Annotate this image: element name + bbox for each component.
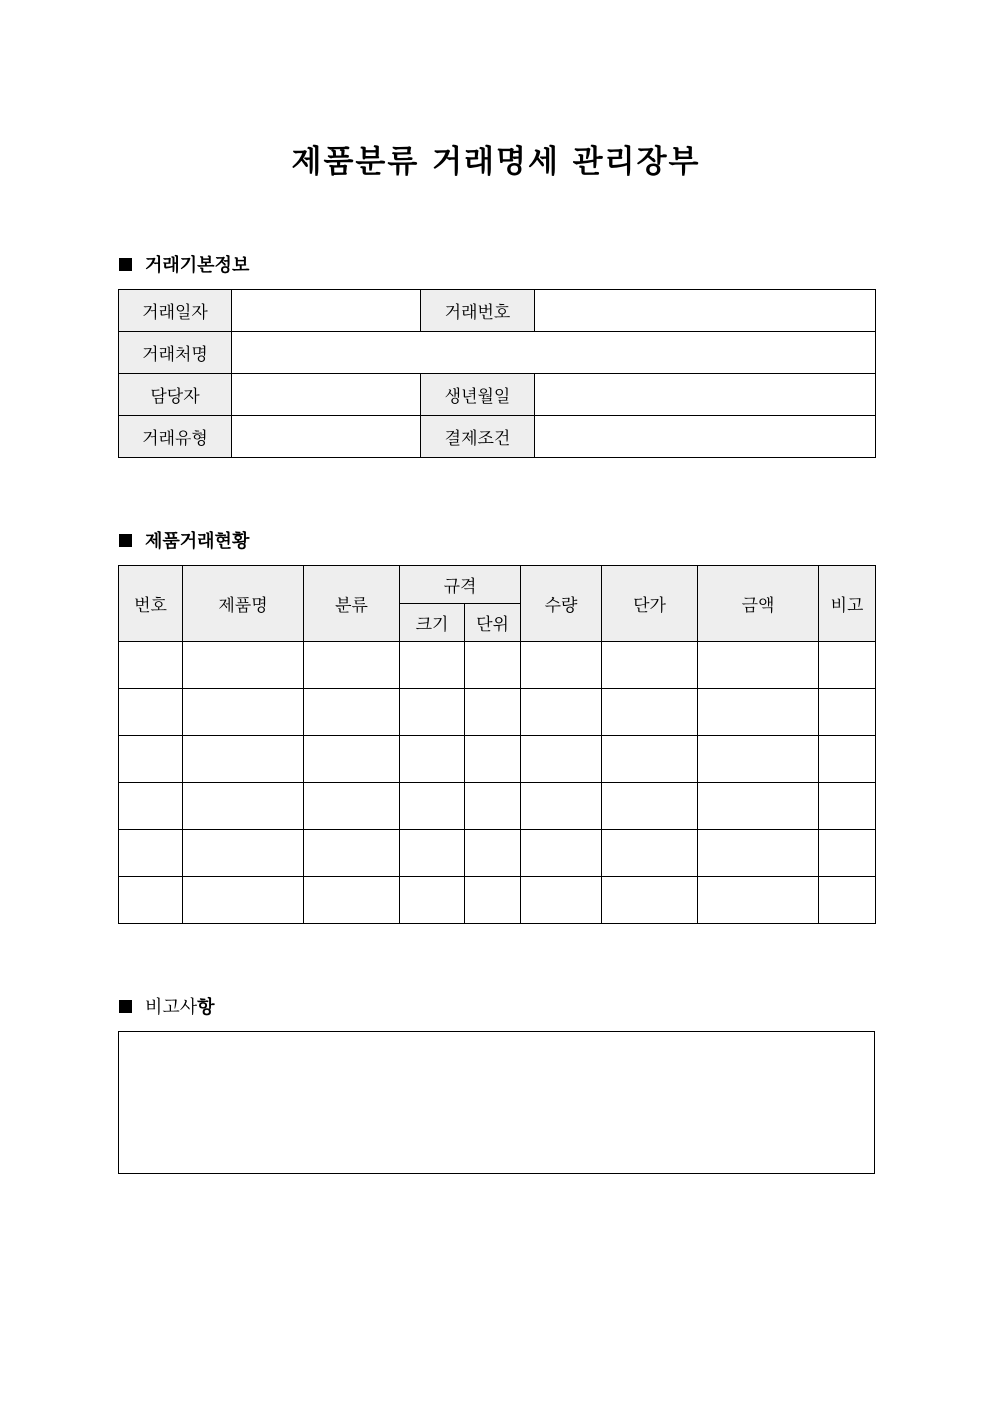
col-price: 단가 — [602, 566, 698, 642]
table-row — [119, 642, 876, 689]
items-heading — [119, 528, 249, 552]
table-cell[interactable] — [183, 877, 304, 924]
table-cell[interactable] — [400, 736, 465, 783]
square-bullet-icon — [119, 258, 132, 271]
table-cell[interactable] — [819, 783, 876, 830]
col-size: 크기 — [400, 604, 465, 642]
client-label: 거래처명 — [119, 332, 232, 374]
table-cell[interactable] — [119, 830, 183, 877]
payment-field[interactable] — [535, 416, 876, 458]
table-cell[interactable] — [119, 877, 183, 924]
table-cell[interactable] — [183, 783, 304, 830]
remarks-heading-text: 비고사 — [145, 997, 198, 1018]
table-cell[interactable] — [698, 783, 819, 830]
table-cell[interactable] — [304, 830, 400, 877]
client-field[interactable] — [232, 332, 876, 374]
table-cell[interactable] — [183, 642, 304, 689]
table-row — [119, 783, 876, 830]
table-cell[interactable] — [304, 783, 400, 830]
table-cell[interactable] — [521, 689, 602, 736]
col-category: 분류 — [304, 566, 400, 642]
table-cell[interactable] — [698, 830, 819, 877]
col-amount: 금액 — [698, 566, 819, 642]
birth-field[interactable] — [535, 374, 876, 416]
table-cell[interactable] — [602, 877, 698, 924]
table-cell[interactable] — [521, 642, 602, 689]
table-cell[interactable] — [521, 783, 602, 830]
remarks-heading-bold: 항 — [197, 997, 215, 1018]
square-bullet-icon — [119, 534, 132, 547]
table-row — [119, 830, 876, 877]
table-cell[interactable] — [400, 830, 465, 877]
table-cell[interactable] — [304, 689, 400, 736]
table-cell[interactable] — [698, 736, 819, 783]
table-cell[interactable] — [819, 642, 876, 689]
table-row — [119, 736, 876, 783]
manager-label: 담당자 — [119, 374, 232, 416]
number-field[interactable] — [535, 290, 876, 332]
table-cell[interactable] — [183, 736, 304, 783]
col-name: 제품명 — [183, 566, 304, 642]
table-cell[interactable] — [400, 783, 465, 830]
table-cell[interactable] — [465, 689, 521, 736]
table-cell[interactable] — [521, 877, 602, 924]
items-table — [118, 565, 876, 924]
birth-label: 생년월일 — [421, 374, 535, 416]
table-cell[interactable] — [698, 642, 819, 689]
table-cell[interactable] — [400, 689, 465, 736]
table-cell[interactable] — [465, 736, 521, 783]
table-row — [119, 689, 876, 736]
type-field[interactable] — [232, 416, 421, 458]
page-title: 제품분류 거래명세 관리장부 — [291, 144, 701, 180]
table-cell[interactable] — [465, 830, 521, 877]
table-cell[interactable] — [304, 877, 400, 924]
table-cell[interactable] — [819, 830, 876, 877]
date-field[interactable] — [232, 290, 421, 332]
basic-info-heading — [119, 252, 249, 276]
table-cell[interactable] — [819, 736, 876, 783]
table-cell[interactable] — [602, 736, 698, 783]
table-cell[interactable] — [304, 736, 400, 783]
table-cell[interactable] — [465, 783, 521, 830]
table-cell[interactable] — [698, 689, 819, 736]
table-cell[interactable] — [400, 877, 465, 924]
table-row — [119, 877, 876, 924]
table-cell[interactable] — [819, 877, 876, 924]
table-cell[interactable] — [602, 830, 698, 877]
col-spec: 규격 — [400, 566, 521, 604]
table-cell[interactable] — [119, 689, 183, 736]
col-unit: 단위 — [465, 604, 521, 642]
table-cell[interactable] — [183, 689, 304, 736]
basic-info-table — [118, 289, 876, 458]
table-cell[interactable] — [602, 689, 698, 736]
table-cell[interactable] — [819, 689, 876, 736]
number-label: 거래번호 — [421, 290, 535, 332]
table-cell[interactable] — [698, 877, 819, 924]
table-cell[interactable] — [521, 736, 602, 783]
table-cell[interactable] — [119, 783, 183, 830]
table-cell[interactable] — [602, 642, 698, 689]
table-cell[interactable] — [465, 877, 521, 924]
date-label: 거래일자 — [119, 290, 232, 332]
manager-field[interactable] — [232, 374, 421, 416]
table-cell[interactable] — [119, 642, 183, 689]
remarks-box[interactable] — [118, 1031, 875, 1174]
col-qty: 수량 — [521, 566, 602, 642]
table-cell[interactable] — [183, 830, 304, 877]
table-cell[interactable] — [465, 642, 521, 689]
type-label: 거래유형 — [119, 416, 232, 458]
table-cell[interactable] — [119, 736, 183, 783]
table-cell[interactable] — [304, 642, 400, 689]
square-bullet-icon — [119, 1000, 132, 1013]
basic-info-heading-text: 거래기본정보 — [145, 255, 250, 276]
table-cell[interactable] — [602, 783, 698, 830]
col-note: 비고 — [819, 566, 876, 642]
payment-label: 결제조건 — [421, 416, 535, 458]
items-heading-text: 제품거래현황 — [145, 531, 250, 552]
table-cell[interactable] — [521, 830, 602, 877]
col-no: 번호 — [119, 566, 183, 642]
remarks-heading — [119, 994, 215, 1018]
table-cell[interactable] — [400, 642, 465, 689]
